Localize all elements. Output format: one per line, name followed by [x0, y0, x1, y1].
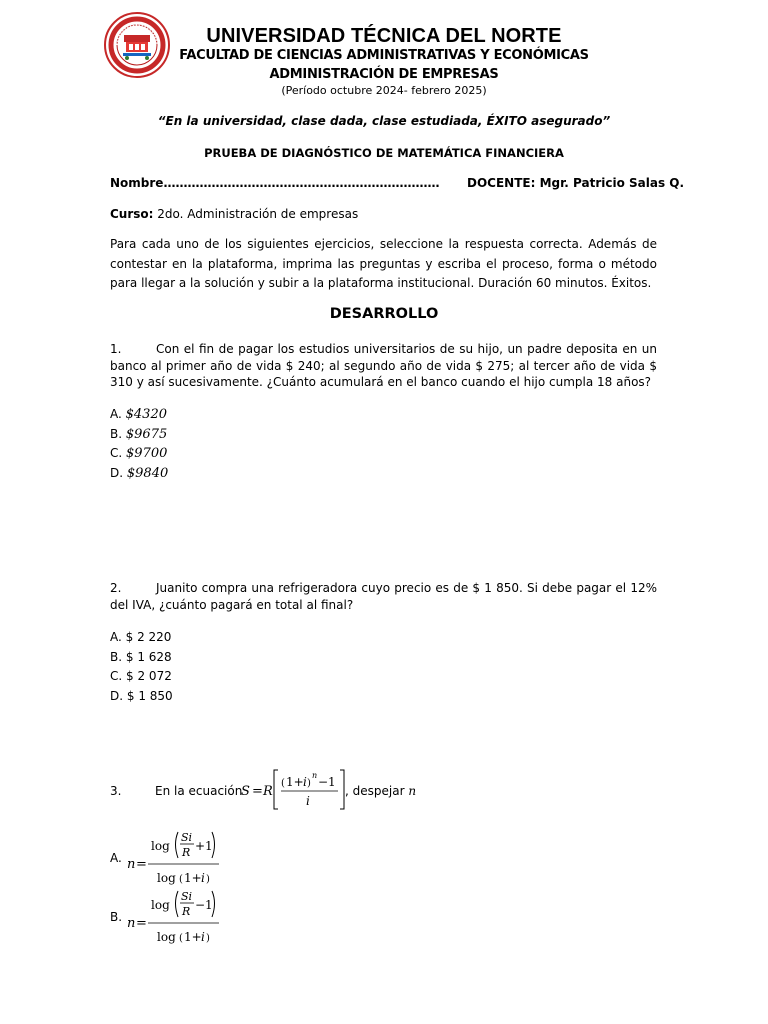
q1-option-a[interactable]	[110, 406, 167, 423]
option-value: $ 2 220	[125, 630, 172, 644]
svg-text:log: log	[151, 839, 170, 853]
svg-text:S: S	[241, 784, 250, 799]
svg-text:Si: Si	[181, 831, 193, 844]
option-letter: B.	[110, 650, 123, 664]
option-letter: D.	[110, 689, 124, 703]
svg-text:R: R	[182, 905, 191, 918]
question-3-number: 3.	[110, 784, 122, 798]
svg-text:i: i	[201, 871, 205, 885]
q2-option-d[interactable]	[110, 688, 173, 704]
q3-option-b-letter[interactable]: B.	[110, 910, 123, 924]
instructions-paragraph: Para cada uno de los siguientes ejercicios, seleccione la respuesta correcta. Además de contestar en la plataforma, imprima las preguntas y escriba el proceso, forma o método para llegar a la solución y subir a la plataforma institucional. Duración 60 minutos. Éxitos.	[110, 237, 657, 290]
q3-option-a-formula[interactable]	[126, 826, 226, 888]
question-number: 1.	[110, 342, 122, 356]
test-title: PRUEBA DE DIAGNÓSTICO DE MATEMÁTICA FINANCIERA	[204, 146, 564, 160]
question-2	[110, 580, 657, 613]
student-name-line: Nombre……………………………………………………………	[110, 176, 440, 190]
svg-text:i: i	[201, 930, 205, 944]
question-1	[110, 341, 657, 391]
q2-option-c[interactable]	[110, 668, 172, 684]
svg-text:): )	[206, 874, 210, 885]
option-value: $ 1 628	[125, 650, 172, 664]
q2-option-b[interactable]	[110, 649, 172, 665]
svg-text:n: n	[127, 857, 136, 872]
course-value: 2do. Administración de empresas	[153, 207, 359, 221]
option-value: $4320	[125, 407, 167, 422]
option-letter: B.	[110, 427, 123, 441]
svg-text:−1: −1	[195, 898, 213, 912]
text-despejar: , despejar	[345, 784, 405, 798]
question-text: Juanito compra una refrigeradora cuyo precio es de $ 1 850. Si debe pagar el 12% del IVA, ¿cuánto pagará en total al final?	[110, 581, 657, 612]
svg-text:1+: 1+	[286, 775, 304, 789]
svg-text:1+: 1+	[184, 930, 202, 944]
motto: “En la universidad, clase dada, clase estudiada, ÉXITO asegurado”	[157, 114, 611, 128]
career-name: ADMINISTRACIÓN DE EMPRESAS	[269, 67, 499, 82]
q1-option-d[interactable]	[110, 465, 168, 482]
variable-n: n	[408, 784, 417, 798]
svg-text:=: =	[136, 857, 147, 872]
section-title: DESARROLLO	[329, 306, 439, 322]
svg-text:=: =	[136, 916, 147, 931]
q3-option-b-formula[interactable]	[126, 885, 226, 947]
option-value: $9840	[126, 466, 169, 481]
svg-text:n: n	[312, 771, 318, 780]
option-letter: D.	[110, 466, 124, 480]
svg-text:+1: +1	[195, 839, 213, 853]
academic-period: (Período octubre 2024- febrero 2025)	[281, 84, 487, 97]
teacher-name: DOCENTE: Mgr. Patricio Salas Q.	[467, 176, 685, 190]
question-number: 2.	[110, 581, 122, 595]
option-value: $9700	[126, 446, 168, 461]
option-letter: A.	[110, 407, 122, 421]
svg-text:i: i	[306, 794, 310, 808]
option-letter: C.	[110, 669, 123, 683]
q2-option-a[interactable]	[110, 629, 171, 645]
q3-option-a-letter[interactable]: A.	[110, 851, 122, 865]
q1-option-c[interactable]	[110, 445, 167, 462]
svg-text:R: R	[263, 784, 273, 799]
svg-text:R: R	[182, 846, 191, 859]
svg-text:n: n	[127, 916, 136, 931]
option-value: $ 1 850	[126, 689, 173, 703]
university-title: UNIVERSIDAD TÉCNICA DEL NORTE	[206, 25, 562, 47]
q1-option-b[interactable]	[110, 426, 167, 443]
faculty-name: FACULTAD DE CIENCIAS ADMINISTRATIVAS Y ECONÓMICAS	[179, 48, 589, 63]
svg-text:): )	[206, 933, 210, 944]
option-value: $9675	[125, 427, 168, 442]
equation-s-formula	[240, 766, 348, 812]
question-3-text-before: En la ecuación	[155, 784, 243, 798]
svg-text:Si: Si	[181, 890, 193, 903]
option-letter: C.	[110, 446, 123, 460]
svg-text:(: (	[179, 874, 183, 885]
question-3-text-after	[345, 782, 416, 801]
svg-text:log: log	[151, 898, 170, 912]
course-line	[110, 205, 358, 224]
course-label: Curso:	[110, 207, 154, 221]
svg-text:−1: −1	[318, 775, 336, 789]
svg-text:log: log	[157, 930, 176, 944]
svg-text:(: (	[179, 933, 183, 944]
question-text: Con el fin de pagar los estudios universitarios de su hijo, un padre deposita en un banco al primer año de vida $ 240; al segundo año de vida $ 275; al tercer año de vida $ 310 y así sucesivamente. ¿Cuánto acumulará en el banco cuando el hijo cumpla 18 años?	[110, 342, 657, 389]
svg-text:(: (	[281, 778, 285, 789]
svg-text:): )	[307, 778, 311, 789]
svg-text:=: =	[252, 784, 263, 799]
svg-text:log: log	[157, 871, 176, 885]
option-value: $ 2 072	[126, 669, 172, 683]
svg-text:1+: 1+	[184, 871, 202, 885]
option-letter: A.	[110, 630, 122, 644]
svg-text:i: i	[303, 775, 307, 789]
